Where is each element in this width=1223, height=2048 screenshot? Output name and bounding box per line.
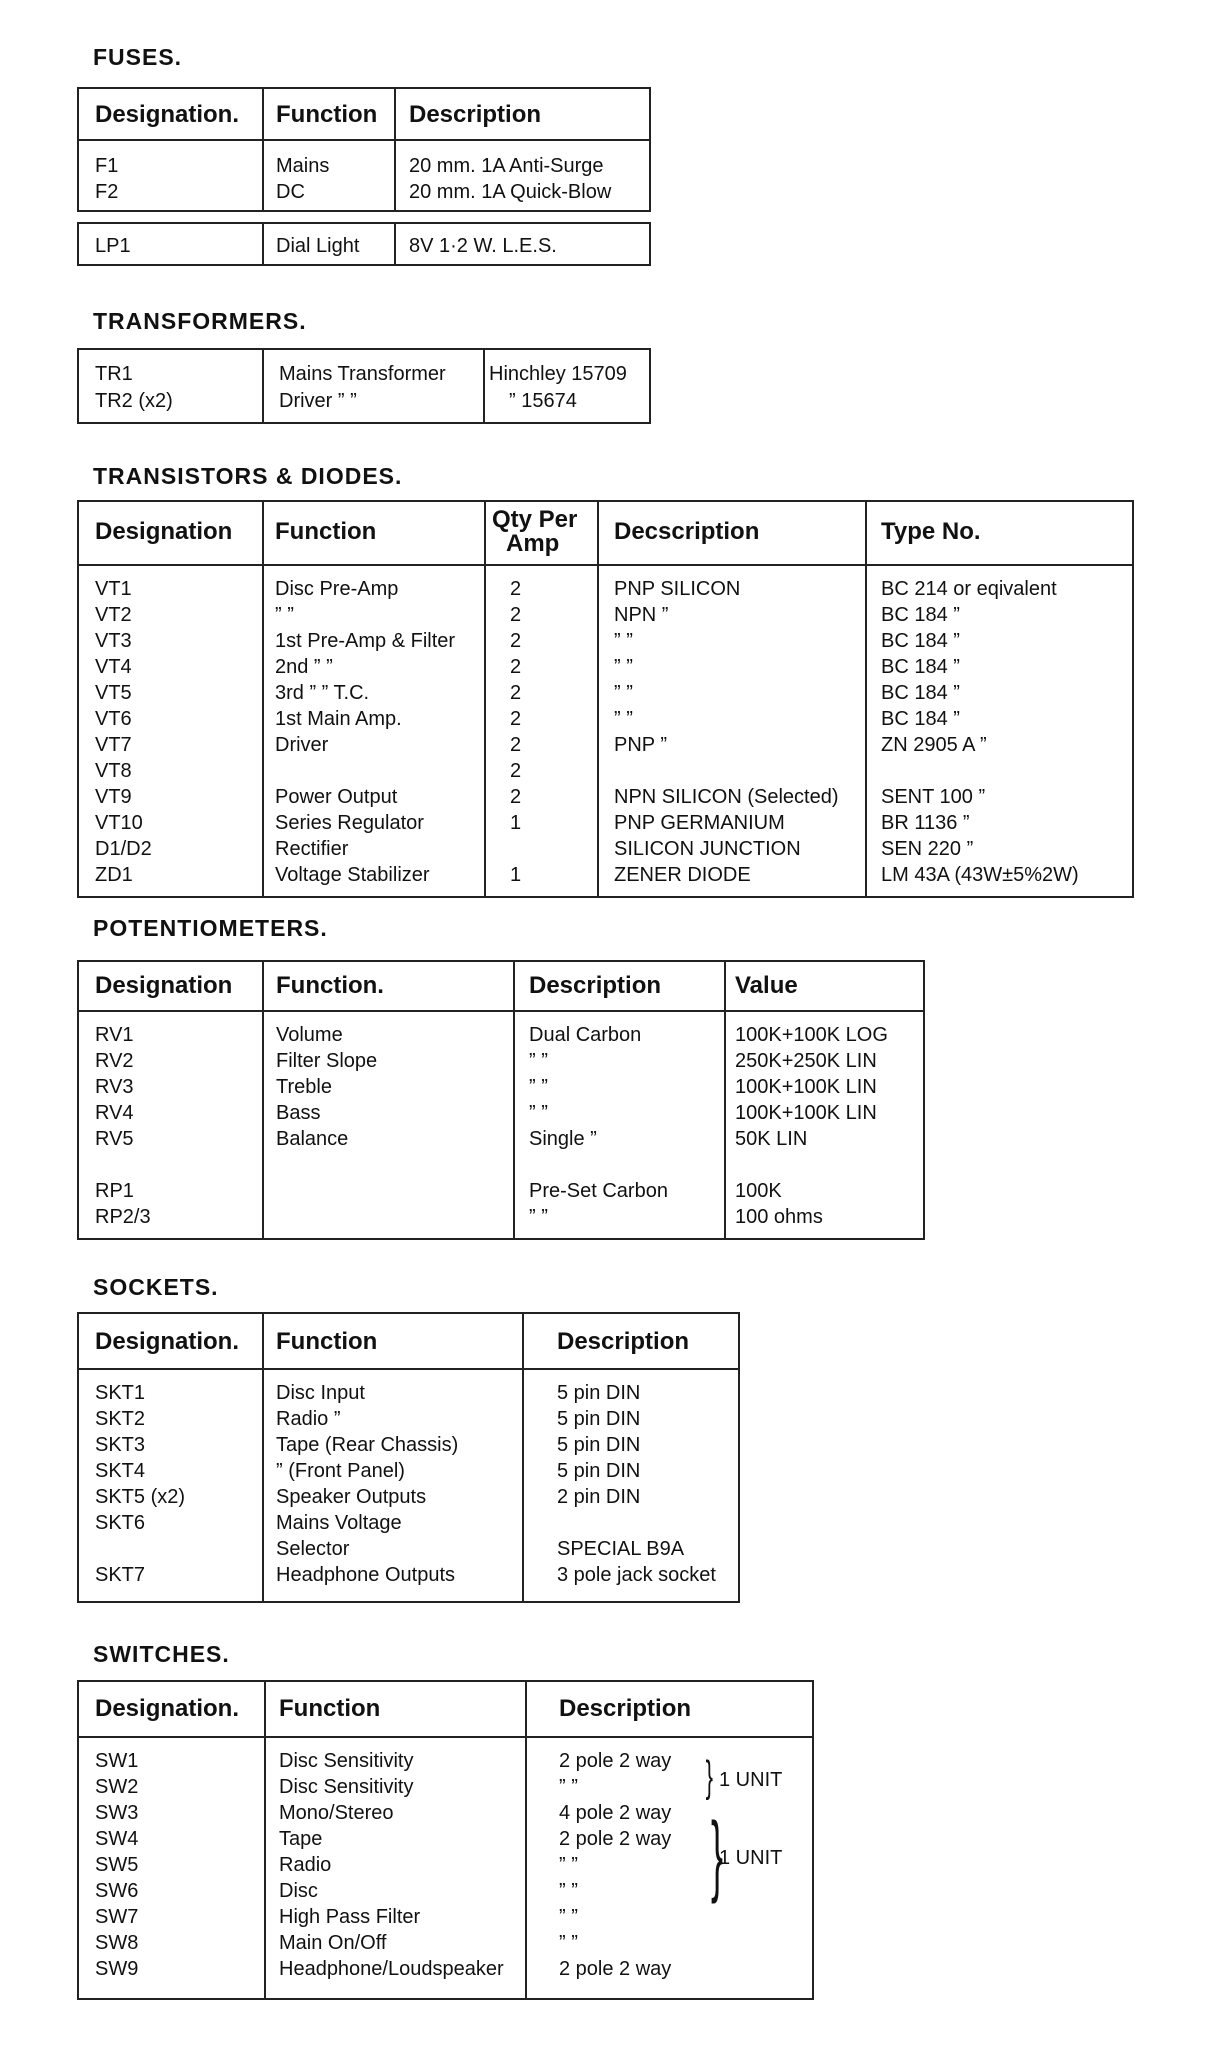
row-designation: SKT3 [95, 1434, 146, 1456]
row-designation: SKT5 (x2) [95, 1486, 186, 1508]
table-cell: 1 [510, 812, 522, 834]
col-header: Description [557, 1328, 690, 1355]
table-cell: Disc Sensitivity [279, 1776, 414, 1798]
unit-label: 1 UNIT [719, 1847, 783, 1869]
row-designation: RV1 [95, 1024, 134, 1046]
table-cell: High Pass Filter [279, 1906, 421, 1928]
table-cell: 50K LIN [735, 1128, 808, 1150]
col-header: Function [276, 1328, 378, 1355]
row-designation: RV2 [95, 1050, 134, 1072]
table-cell: Driver [275, 734, 329, 756]
table-cell: Filter Slope [276, 1050, 378, 1072]
sockets-table [77, 1312, 740, 1603]
row-designation: RV4 [95, 1102, 134, 1124]
row-designation: SW9 [95, 1958, 139, 1980]
table-cell: 2 [510, 734, 522, 756]
col-header: Type No. [881, 518, 981, 545]
table-cell: ” ” [559, 1776, 578, 1798]
table-cell: 4 pole 2 way [559, 1802, 672, 1824]
lamp-table [77, 222, 651, 266]
row-designation: SW8 [95, 1932, 139, 1954]
table-cell: ” ” [529, 1102, 548, 1124]
section-fuses: FUSES. [93, 44, 183, 70]
row-designation: SW3 [95, 1802, 139, 1824]
row-designation: VT1 [95, 578, 132, 600]
col-header: Description [529, 972, 662, 999]
table-cell: ” ” [275, 604, 294, 626]
table-cell: 2 pole 2 way [559, 1750, 672, 1772]
cell: TR2 (x2) [95, 390, 173, 412]
row-designation: VT7 [95, 734, 132, 756]
transformers-table [77, 348, 651, 424]
table-cell: Selector [276, 1538, 350, 1560]
col-header: Function. [276, 972, 384, 999]
table-cell: SENT 100 ” [881, 786, 986, 808]
table-cell: 2 [510, 760, 522, 782]
col-header: Value [735, 972, 798, 999]
row-designation: SKT4 [95, 1460, 146, 1482]
col-header: Qty Per [492, 506, 578, 533]
table-cell: Headphone/Loudspeaker [279, 1958, 504, 1980]
table-cell: 5 pin DIN [557, 1434, 641, 1456]
col-header: Designation [95, 518, 233, 545]
cell: 20 mm. 1A Quick-Blow [409, 181, 612, 203]
table-cell: Radio ” [276, 1408, 341, 1430]
table-cell: Balance [276, 1128, 349, 1150]
row-designation: RV3 [95, 1076, 134, 1098]
table-cell: ” ” [614, 656, 633, 678]
table-cell: 2 pole 2 way [559, 1958, 672, 1980]
col-header: Amp [506, 530, 560, 557]
table-cell: 1st Pre-Amp & Filter [275, 630, 456, 652]
row-designation: SKT7 [95, 1564, 146, 1586]
table-cell: Pre-Set Carbon [529, 1180, 668, 1202]
col-header: Function [275, 518, 377, 545]
row-designation: RP1 [95, 1180, 134, 1202]
row-designation: VT10 [95, 812, 143, 834]
table-cell: ” (Front Panel) [276, 1460, 405, 1482]
table-cell: 100K+100K LIN [735, 1076, 877, 1098]
table-cell: 100K+100K LIN [735, 1102, 877, 1124]
row-designation: SW5 [95, 1854, 139, 1876]
table-cell: SILICON JUNCTION [614, 838, 801, 860]
table-cell: BR 1136 ” [881, 812, 970, 834]
table-cell: PNP ” [614, 734, 667, 756]
row-designation: VT9 [95, 786, 132, 808]
table-cell: 5 pin DIN [557, 1382, 641, 1404]
table-cell: Disc Sensitivity [279, 1750, 414, 1772]
col-header: Designation. [95, 1328, 240, 1355]
table-cell: 3rd ” ” T.C. [275, 682, 370, 704]
table-cell: Single ” [529, 1128, 597, 1150]
table-cell: 100 ohms [735, 1206, 823, 1228]
cell: Mains [276, 155, 330, 177]
unit-label: 1 UNIT [719, 1769, 783, 1791]
table-cell: 2 [510, 708, 522, 730]
table-cell: 3 pole jack socket [557, 1564, 716, 1586]
table-cell: LM 43A (43W±5%2W) [881, 864, 1079, 886]
table-cell: Dual Carbon [529, 1024, 642, 1046]
col-header: Decscription [614, 518, 760, 545]
table-cell: BC 184 ” [881, 682, 960, 704]
cell: Driver ” ” [279, 390, 357, 412]
table-cell: 1 [510, 864, 522, 886]
row-designation: ZD1 [95, 864, 133, 886]
row-designation: SKT2 [95, 1408, 146, 1430]
table-cell: 100K+100K LOG [735, 1024, 888, 1046]
col-header: Designation. [95, 1695, 240, 1722]
col-header: Designation. [95, 101, 240, 128]
row-designation: D1/D2 [95, 838, 152, 860]
table-cell: ” ” [559, 1854, 578, 1876]
table-cell: NPN SILICON (Selected) [614, 786, 839, 808]
col-header: Description [409, 101, 542, 128]
table-cell: Volume [276, 1024, 343, 1046]
table-cell: Disc Input [276, 1382, 365, 1404]
row-designation: SKT1 [95, 1382, 146, 1404]
table-cell: ” ” [614, 630, 633, 652]
row-designation: SW6 [95, 1880, 139, 1902]
table-cell: Tape [279, 1828, 323, 1850]
table-cell: Disc Pre-Amp [275, 578, 399, 600]
table-cell: ” ” [529, 1076, 548, 1098]
table-cell: ” ” [614, 682, 633, 704]
row-designation: RP2/3 [95, 1206, 151, 1228]
row-designation: VT5 [95, 682, 132, 704]
row-designation: SKT6 [95, 1512, 146, 1534]
table-cell: Power Output [275, 786, 398, 808]
table-cell: 5 pin DIN [557, 1460, 641, 1482]
table-cell: 2 [510, 604, 522, 626]
section-potentiometers: POTENTIOMETERS. [93, 915, 328, 941]
table-cell: PNP SILICON [614, 578, 741, 600]
table-cell: Mains Voltage [276, 1512, 402, 1534]
cell: 8V 1·2 W. L.E.S. [409, 235, 557, 257]
table-cell: BC 214 or eqivalent [881, 578, 1057, 600]
table-cell: Mono/Stereo [279, 1802, 394, 1824]
switches-table [77, 1680, 814, 2000]
table-cell: ” ” [529, 1206, 548, 1228]
table-cell: 2 pole 2 way [559, 1828, 672, 1850]
cell: F2 [95, 181, 119, 203]
cell: LP1 [95, 235, 131, 257]
table-cell: 100K [735, 1180, 782, 1202]
table-cell: BC 184 ” [881, 630, 960, 652]
table-cell: BC 184 ” [881, 604, 960, 626]
table-cell: ZENER DIODE [614, 864, 751, 886]
table-cell: 2 [510, 786, 522, 808]
table-cell: Speaker Outputs [276, 1486, 427, 1508]
row-designation: SW2 [95, 1776, 139, 1798]
table-cell: SPECIAL B9A [557, 1538, 685, 1560]
table-cell: PNP GERMANIUM [614, 812, 785, 834]
table-cell: ” ” [614, 708, 633, 730]
table-cell: Treble [276, 1076, 332, 1098]
brace-icon: } [705, 1752, 714, 1801]
row-designation: SW1 [95, 1750, 139, 1772]
row-designation: SW7 [95, 1906, 139, 1928]
table-cell: Disc [279, 1880, 318, 1902]
section-transistors: TRANSISTORS & DIODES. [93, 463, 403, 489]
cell: TR1 [95, 363, 133, 385]
cell: Mains Transformer [279, 363, 446, 385]
table-cell: 2nd ” ” [275, 656, 333, 678]
cell: 20 mm. 1A Anti-Surge [409, 155, 604, 177]
table-cell: 250K+250K LIN [735, 1050, 877, 1072]
table-cell: 2 [510, 578, 522, 600]
cell: Dial Light [276, 235, 360, 257]
brace-icon: } [711, 1805, 724, 1905]
fuses-table [77, 87, 651, 212]
table-cell: Rectifier [275, 838, 349, 860]
table-cell: ” ” [559, 1880, 578, 1902]
col-header: Function [279, 1695, 381, 1722]
table-cell: Voltage Stabilizer [275, 864, 430, 886]
row-designation: VT4 [95, 656, 132, 678]
section-transformers: TRANSFORMERS. [93, 308, 307, 334]
section-sockets: SOCKETS. [93, 1274, 219, 1300]
table-cell: ” ” [559, 1906, 578, 1928]
table-cell: 2 [510, 656, 522, 678]
row-designation: VT6 [95, 708, 132, 730]
table-cell: ” ” [559, 1932, 578, 1954]
row-designation: VT2 [95, 604, 132, 626]
table-cell: BC 184 ” [881, 656, 960, 678]
table-cell: Headphone Outputs [276, 1564, 456, 1586]
row-designation: VT3 [95, 630, 132, 652]
col-header: Designation [95, 972, 233, 999]
table-cell: ” ” [529, 1050, 548, 1072]
row-designation: VT8 [95, 760, 132, 782]
table-cell: Main On/Off [279, 1932, 387, 1954]
table-cell: 1st Main Amp. [275, 708, 402, 730]
table-cell: 2 pin DIN [557, 1486, 641, 1508]
table-cell: 5 pin DIN [557, 1408, 641, 1430]
table-cell: SEN 220 ” [881, 838, 974, 860]
section-switches: SWITCHES. [93, 1641, 230, 1667]
potentiometers-table [77, 960, 925, 1240]
cell: DC [276, 181, 305, 203]
table-cell: Series Regulator [275, 812, 424, 834]
row-designation: RV5 [95, 1128, 134, 1150]
table-cell: 2 [510, 682, 522, 704]
table-cell: ZN 2905 A ” [881, 734, 987, 756]
row-designation: SW4 [95, 1828, 139, 1850]
col-header: Description [559, 1695, 692, 1722]
table-cell: 2 [510, 630, 522, 652]
col-header: Function [276, 101, 378, 128]
table-cell: Tape (Rear Chassis) [276, 1434, 459, 1456]
transistors-table [77, 500, 1134, 898]
cell: F1 [95, 155, 119, 177]
table-cell: Radio [279, 1854, 332, 1876]
table-cell: NPN ” [614, 604, 669, 626]
table-cell: BC 184 ” [881, 708, 960, 730]
cell: Hinchley 15709 [489, 363, 627, 385]
table-cell: Bass [276, 1102, 321, 1124]
cell: ” 15674 [509, 390, 577, 412]
